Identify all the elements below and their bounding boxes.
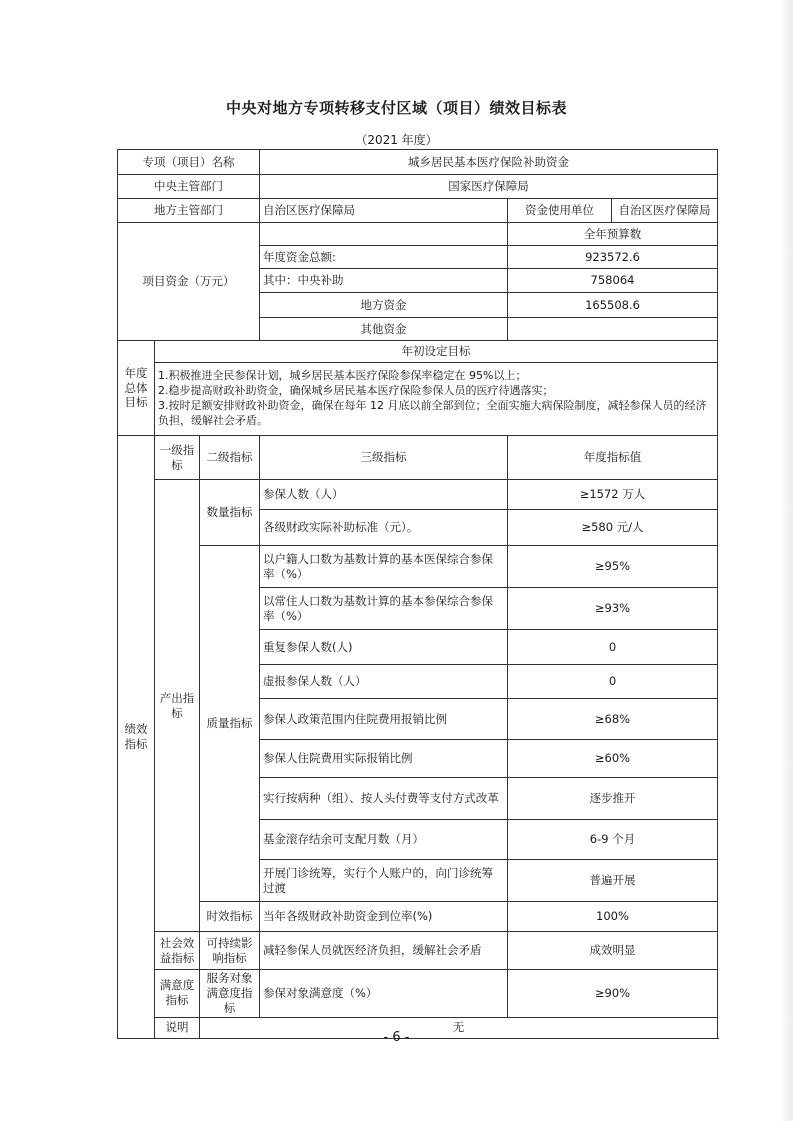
indicator-name: 参保人住院费用实际报销比例 [260, 740, 508, 778]
funds-row-label: 年度资金总额: [260, 246, 508, 269]
indicator-name: 减轻参保人员就医经济负担，缓解社会矛盾 [260, 932, 508, 970]
funds-blank-cell [260, 223, 508, 246]
page-subtitle: （2021 年度） [355, 133, 438, 147]
scan-shadow-edge [779, 0, 793, 1121]
project-funds-label: 项目资金（万元） [118, 223, 260, 341]
indicator-name: 开展门诊统筹，实行个人账户的，向门诊统筹过渡 [260, 860, 508, 902]
indicator-name: 参保人政策范围内住院费用报销比例 [260, 699, 508, 740]
indicator-value: 0 [508, 630, 718, 665]
social-benefit-label: 社会效益指标 [155, 932, 200, 970]
note-value: 无 [200, 1017, 718, 1038]
level3-header: 三级指标 [260, 436, 508, 480]
indicator-value: ≥1572 万人 [508, 480, 718, 510]
level1-header: 一级指标 [155, 436, 200, 480]
annual-goal-item: 1.积极推进全民参保计划，城乡居民基本医疗保险参保率稳定在 95%以上； [158, 369, 527, 383]
page-number: - 6 - [383, 1030, 410, 1045]
indicator-value: ≥93% [508, 588, 718, 630]
indicator-name: 当年各级财政补助资金到位率(%) [260, 902, 508, 932]
indicator-value: 100% [508, 902, 718, 932]
indicator-name: 基金滚存结余可支配月数（月） [260, 820, 508, 860]
indicator-value: 逐步推开 [508, 778, 718, 820]
indicator-value: 0 [508, 665, 718, 699]
indicator-name: 参保对象满意度（%） [260, 970, 508, 1018]
indicator-value: ≥90% [508, 970, 718, 1018]
annual-goal-item: 2.稳步提高财政补助资金，确保城乡居民基本医疗保险参保人员的医疗待遇落实； [158, 384, 554, 398]
indicator-value: 6-9 个月 [508, 820, 718, 860]
local-dept-label: 地方主管部门 [118, 199, 260, 223]
indicator-value: ≥68% [508, 699, 718, 740]
project-name-label: 专项（项目）名称 [118, 150, 260, 175]
satisfaction-indicator-label: 满意度指标 [155, 970, 200, 1018]
indicator-value: 成效明显 [508, 932, 718, 970]
funds-header: 全年预算数 [508, 223, 718, 246]
page-title: 中央对地方专项转移支付区域（项目）绩效目标表 [225, 99, 567, 117]
level2-header: 二级指标 [200, 436, 260, 480]
indicator-value: ≥580 元/人 [508, 510, 718, 546]
indicator-name: 实行按病种（组）、按人头付费等支付方式改革 [260, 778, 508, 820]
annual-goal-item: 3.按时足额安排财政补助资金，确保在每年 12 月底以前全部到位；全面实施大病保险制度，减轻参保人员的经济负担，缓解社会矛盾。 [158, 399, 707, 427]
indicator-name: 参保人数（人） [260, 480, 508, 510]
indicators-label: 绩效指标 [118, 436, 155, 1039]
indicator-value: ≥60% [508, 740, 718, 778]
indicator-value: 普遍开展 [508, 860, 718, 902]
central-dept-label: 中央主管部门 [118, 175, 260, 199]
project-name-value: 城乡居民基本医疗保险补助资金 [260, 150, 718, 175]
funds-row-value: 165508.6 [508, 293, 718, 318]
fund-user-label: 资金使用单位 [508, 199, 612, 223]
funds-row-value: 923572.6 [508, 246, 718, 269]
indicator-name: 虚报参保人数（人） [260, 665, 508, 699]
funds-row-label: 其中：中央补助 [260, 269, 508, 293]
quantity-indicator-label: 数量指标 [200, 480, 260, 546]
fund-user-value: 自治区医疗保障局 [612, 199, 718, 223]
annual-goal-header: 年初设定目标 [155, 341, 718, 363]
funds-row-label: 其他资金 [260, 318, 508, 341]
central-dept-value: 国家医疗保障局 [260, 175, 718, 199]
indicator-name: 以常住人口数为基数计算的基本参保综合参保率（%） [260, 588, 508, 630]
sustainability-label: 可持续影响指标 [200, 932, 260, 970]
service-satisfaction-label: 服务对象满意度指标 [200, 970, 260, 1018]
indicator-name: 重复参保人数(人) [260, 630, 508, 665]
timeliness-indicator-label: 时效指标 [200, 902, 260, 932]
annual-goal-label: 年度总体目标 [118, 341, 155, 436]
quality-indicator-label: 质量指标 [200, 546, 260, 902]
funds-row-value: 758064 [508, 269, 718, 293]
indicator-name: 各级财政实际补助标准（元）。 [260, 510, 508, 546]
target-value-header: 年度指标值 [508, 436, 718, 480]
output-indicator-label: 产出指标 [155, 480, 200, 932]
local-dept-value: 自治区医疗保障局 [260, 199, 508, 223]
note-label: 说明 [155, 1017, 200, 1038]
funds-row-value [508, 318, 718, 341]
annual-goal-content [155, 363, 718, 436]
indicator-name: 以户籍人口数为基数计算的基本医保综合参保率（%） [260, 546, 508, 588]
funds-row-label: 地方资金 [260, 293, 508, 318]
performance-goal-table [117, 149, 718, 1039]
indicator-value: ≥95% [508, 546, 718, 588]
